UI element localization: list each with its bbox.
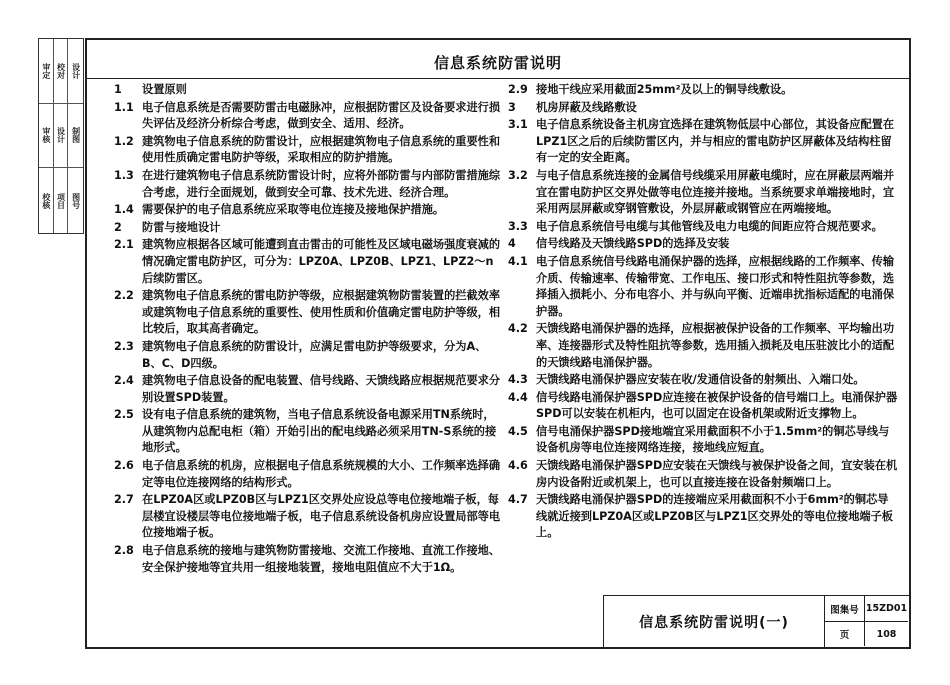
clause-item: [508, 492, 898, 542]
clause-number: 4.3: [508, 373, 528, 387]
signature-cell: 图号: [71, 192, 81, 209]
clause-text: 电子信息系统是否需要防雷击电磁脉冲，应根据防雷区及设备要求进行损失评估及经济分析综合考虑，做到安全、适用、经济。: [142, 100, 501, 131]
clause-text: 电子信息系统信号线路电涌保护器的选择，应根据线路的工作频率、传输介质、传输速率、传输带宽、工作电压、接口形式和特性阻抗等参数，选择插入损耗小、分布电容小、并与纵向平衡、近端串扰指标适配的电涌保护器。: [536, 254, 895, 318]
clause-item: [508, 82, 898, 99]
clause-text: 建筑物电子信息系统的防雷设计，应根据建筑物电子信息系统的重要性和使用性质确定雷电防护等级，采取相应的防护措施。: [142, 134, 501, 165]
clause-number: 2.4: [114, 374, 134, 388]
clause-text: 电子信息系统设备主机房宜选择在建筑物低层中心部位，其设备应配置在LPZ1区之后的后续防雷区内，并与相应的雷电防护区屏蔽体及结构柱留有一定的安全距离。: [536, 118, 895, 165]
clause-item: [114, 492, 504, 542]
clause-text: 在进行建筑物电子信息系统防雷设计时，应将外部防雷与内部防雷措施综合考虑，进行全面规划，做到安全可靠、技术先进、经济合理。: [142, 168, 501, 199]
clause-number: 2: [114, 220, 122, 234]
clause-text: 在LPZ0A区或LPZ0B区与LPZ1区交界处应设总等电位接地端子板，每层楼宜设楼层等电位接地端子板，电子信息系统设备机房应设置局部等电位接地端子板。: [142, 493, 501, 540]
clause-item: [508, 236, 898, 253]
clause-number: 2.9: [508, 83, 528, 96]
clause-item: [508, 100, 898, 117]
signature-cell: 设计: [68, 39, 83, 104]
left-column: [114, 82, 504, 577]
clause-number: 4.6: [508, 459, 528, 473]
clause-text: 天馈线路电涌保护器SPD的连接端应采用截面积不小于6mm²的铜芯导线就近接到LPZ0A区或LPZ0B区与LPZ1区交界处的等电位接地端子板上。: [536, 493, 893, 540]
signature-cell: 校核: [39, 168, 54, 233]
clause-text: 设置原则: [142, 83, 187, 96]
clause-number: 2.5: [114, 408, 134, 422]
right-column: [508, 82, 898, 543]
clause-text: 电子信息系统信号电缆与其他管线及电力电缆的间距应符合规范要求。: [536, 219, 883, 233]
clause-item: [114, 202, 504, 219]
clause-number: 2.2: [114, 289, 134, 303]
clause-item: [114, 220, 504, 237]
clause-number: 1.3: [114, 168, 134, 182]
clause-text: 电子信息系统的接地与建筑物防雷接地、交流工作接地、直流工作接地、安全保护接地等宜共用一组接地装置，接地电阻值应不大于1Ω。: [142, 544, 501, 574]
page-label: 页: [825, 622, 865, 646]
clause-item: [508, 390, 898, 423]
clause-item: [114, 543, 504, 576]
drawing-frame: [85, 38, 911, 649]
clause-text: 建筑物电子信息系统的雷电防护等级，应根据建筑物防雷装置的拦截效率或建筑物电子信息系统的重要性、使用性质和价值确定雷电防护等级，相比较后，取其高者确定。: [142, 289, 501, 336]
clause-number: 2.8: [114, 544, 134, 558]
clause-text: 接地干线应采用截面25mm²及以上的铜导线敷设。: [536, 83, 793, 96]
clause-item: [114, 373, 504, 406]
clause-number: 4.2: [508, 322, 528, 336]
clause-text: 信号线路及天馈线路SPD的选择及安装: [536, 237, 730, 251]
page-title: 信息系统防雷说明: [433, 54, 562, 72]
clause-number: 3.3: [508, 219, 528, 233]
clause-number: 4.1: [508, 254, 528, 268]
clause-number: 1.2: [114, 134, 134, 148]
clause-item: [114, 82, 504, 99]
clause-item: [508, 321, 898, 371]
clause-text: 天馈线路电涌保护器应安装在收/发通信设备的射频出、入端口处。: [536, 373, 865, 387]
clause-text: 天馈线路电涌保护器的选择，应根据被保护设备的工作频率、平均输出功率、连接器形式及特性阻抗等参数，选用插入损耗及电压驻波比小的适配的天馈线路电涌保护器。: [536, 322, 895, 369]
clause-number: 2.7: [114, 493, 134, 507]
clause-text: 设有电子信息系统的建筑物，当电子信息系统设备电源采用TN系统时，从建筑物内总配电柜（箱）开始引出的配电线路必须采用TN-S系统的接地形式。: [142, 408, 497, 455]
clause-item: [508, 117, 898, 167]
clause-text: 防雷与接地设计: [142, 220, 221, 234]
clause-number: 2.6: [114, 459, 134, 473]
clause-item: [114, 339, 504, 372]
clause-number: 1.4: [114, 203, 134, 217]
signature-cell: 审定: [39, 39, 54, 104]
clause-item: [508, 458, 898, 491]
atlas-number-label: 图集号: [825, 596, 865, 622]
signature-strip: [38, 38, 84, 234]
clause-item: [508, 219, 898, 236]
clause-text: 电子信息系统的机房，应根据电子信息系统规模的大小、工作频率选择确定等电位连接网络的结构形式。: [142, 459, 501, 489]
signature-cell: 制图: [68, 104, 83, 169]
title-divider: [87, 78, 909, 79]
clause-text: 信号电涌保护器SPD接地端宜采用截面积不小于1.5mm²的铜芯导线与设备机房等电位连接网络连接，接地线应短直。: [536, 424, 890, 455]
clause-item: [114, 168, 504, 201]
atlas-number-value: 15ZD01: [865, 596, 908, 622]
clause-text: 信号线路电涌保护器SPD应连接在被保护设备的信号端口上。电涌保护器SPD可以安装在机柜内，也可以固定在设备机架或附近支撑物上。: [536, 390, 898, 421]
clause-number: 4.4: [508, 390, 528, 404]
clause-item: [114, 458, 504, 491]
signature-cell: 审核: [39, 104, 54, 169]
clause-text: 建筑物电子信息系统的防雷设计，应满足雷电防护等级要求，分为A、B、C、D四级。: [142, 339, 487, 370]
clause-item: [508, 372, 898, 389]
clause-item: [508, 254, 898, 320]
clause-text: 建筑物电子信息设备的配电装置、信号线路、天馈线路应根据规范要求分别设置SPD装置。: [142, 374, 501, 404]
clause-number: 1.1: [114, 100, 134, 114]
clause-number: 1: [114, 83, 122, 96]
clause-text: 机房屏蔽及线路敷设: [536, 100, 637, 114]
clause-number: 4.7: [508, 493, 528, 507]
clause-number: 2.1: [114, 238, 134, 252]
clause-number: 2.3: [114, 339, 134, 353]
clause-number: 4: [508, 237, 516, 251]
signature-cell: 校对: [54, 39, 69, 104]
clause-text: 需要保护的电子信息系统应采取等电位连接及接地保护措施。: [142, 203, 445, 217]
clause-item: [114, 100, 504, 133]
clause-item: [508, 168, 898, 218]
clause-item: [114, 407, 504, 457]
clause-number: 3.2: [508, 168, 528, 182]
clause-text: 建筑物应根据各区域可能遭到直击雷击的可能性及区域电磁场强度衰减的情况确定雷电防护区，可分为：LPZ0A、LPZ0B、LPZ1、LPZ2～n 后续防雷区。: [142, 238, 501, 285]
clause-number: 3.1: [508, 118, 528, 132]
clause-item: [114, 237, 504, 287]
clause-item: [114, 134, 504, 167]
sheet-title: 信息系统防雷说明(一): [604, 596, 825, 647]
signature-cell: 设计: [54, 104, 69, 169]
page-number: 108: [876, 628, 897, 640]
clause-number: 3: [508, 100, 516, 114]
clause-text: 天馈线路电涌保护器SPD应安装在天馈线与被保护设备之间，宜安装在机房内设备附近或机架上，也可以直接连接在设备射频端口上。: [536, 459, 898, 489]
clause-number: 4.5: [508, 424, 528, 438]
clause-text: 与电子信息系统连接的金属信号线缆采用屏蔽电缆时，应在屏蔽层两端并宜在雷电防护区交界处做等电位连接并接地。当系统要求单端接地时，宜采用两层屏蔽或穿钢管敷设，外层屏蔽或钢管应在两端接地。: [536, 168, 895, 216]
clause-item: [508, 424, 898, 457]
clause-item: [114, 288, 504, 338]
signature-cell: 项目: [54, 168, 69, 233]
title-block: [603, 595, 909, 647]
